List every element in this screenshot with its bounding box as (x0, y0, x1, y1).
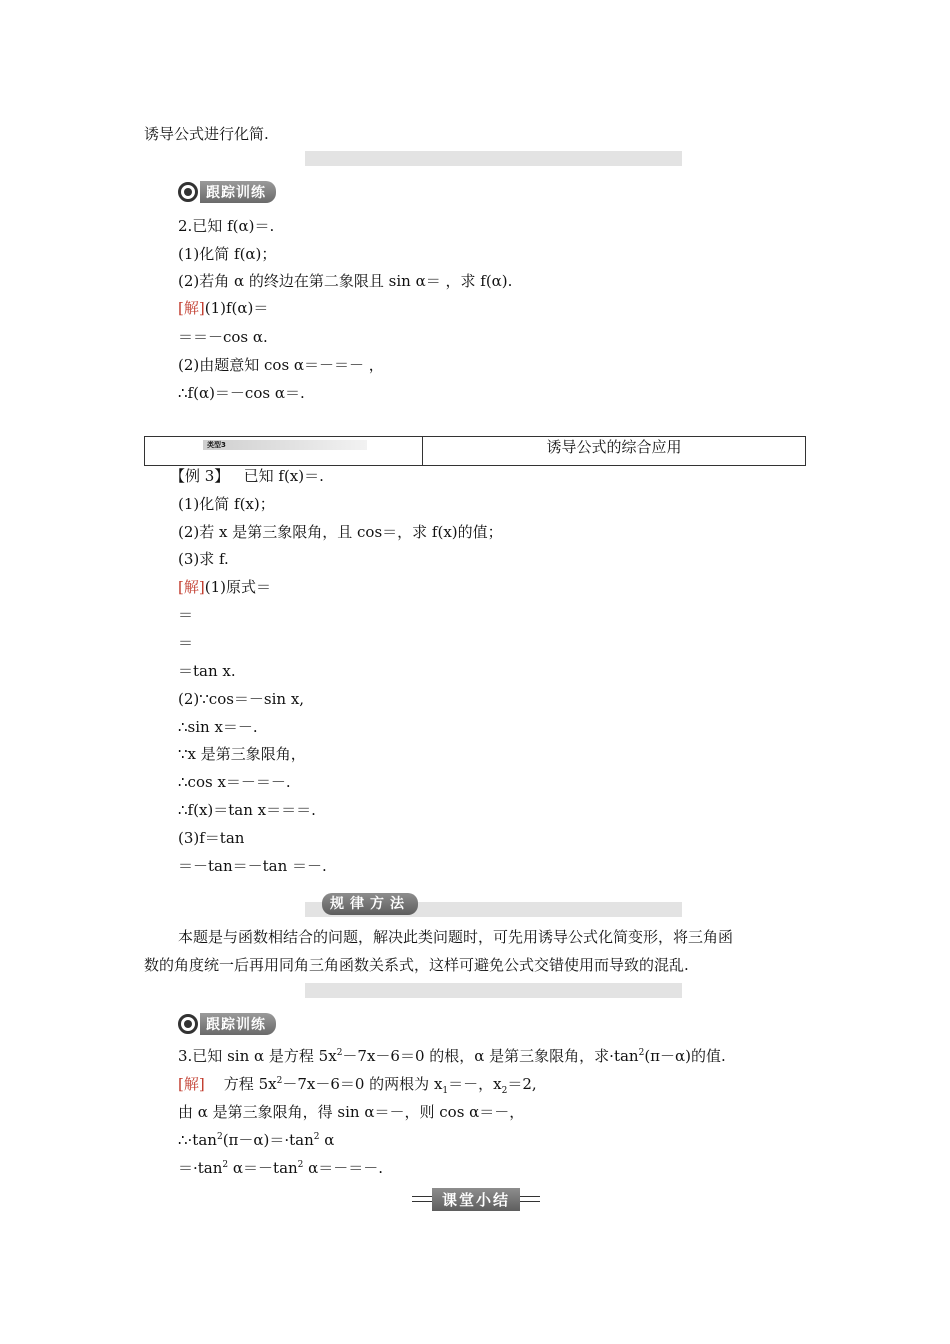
solution-tag: [解] (178, 1075, 205, 1093)
target-icon (178, 182, 198, 202)
problem3-solution-line1: [解] 方程 $5x^2-7x-6=0$ 的两根为 $x_1=-$，$x_2=2$, (178, 1075, 537, 1096)
problem2-solution-line3: (2)由题意知 cos α＝－＝－ ， (178, 356, 384, 374)
type3-title: 诱导公式的综合应用 (546, 438, 682, 456)
track-training-badge: 跟踪训练 (178, 1013, 276, 1035)
problem3-solution-line3: $\therefore\cdot\tan^2(\pi-\alpha)=\cdot\tan^2$ α (178, 1131, 335, 1149)
example3-solution-line6: ∴sin x＝－. (178, 718, 258, 736)
example3-stem: 【例 3】 已知 f(x)＝. (170, 467, 324, 485)
divider-bar (305, 151, 682, 166)
example3-solution-line5: (2)∵cos＝－sin x, (178, 690, 305, 708)
example3-solution-line8: ∴cos x＝－＝－. (178, 773, 291, 791)
example3-solution-line3: ＝ (178, 634, 194, 652)
problem3-stem: 3.已知 sin α 是方程 $5x^2-7x-6=0$ 的根，α 是第三象限角，求$\cdot\tan^2(\pi-\alpha)$的值. (178, 1047, 726, 1065)
type3-tag: 类型3 (203, 440, 367, 450)
example3-solution-line11: ＝－tan＝－tan ＝－. (178, 857, 327, 875)
method-badge: 规律方法 (322, 893, 418, 915)
target-icon (178, 1014, 198, 1034)
example3-q3: (3)求 f. (178, 550, 229, 568)
type3-header (144, 436, 806, 466)
example3-solution-line2: ＝ (178, 606, 194, 624)
continuation-line: 诱导公式进行化简. (144, 125, 269, 143)
solution-tag: [解] (178, 299, 205, 317)
example3-solution-line9: ∴f(x)＝tan x＝＝＝. (178, 801, 316, 819)
class-summary-heading: 课堂小结 (412, 1187, 540, 1211)
example3-solution-line10: (3)f＝tan (178, 829, 245, 847)
problem2-solution-line4: ∴f(α)＝－cos α＝. (178, 384, 305, 402)
method-text-line2: 数的角度统一后再用同角三角函数关系式，这样可避免公式交错使用而导致的混乱. (144, 956, 689, 974)
problem2-q1: (1)化简 f(α)； (178, 245, 277, 263)
track-training-badge: 跟踪训练 (178, 181, 276, 203)
problem2-solution-line1: [解](1)f(α)＝ (178, 299, 269, 317)
solution-tag: [解] (178, 578, 205, 596)
divider-bar (305, 983, 682, 998)
problem2-solution-line2: ＝＝－cos α. (178, 328, 268, 346)
example3-solution-line7: ∵x 是第三象限角， (178, 745, 306, 763)
problem2-stem: 2.已知 f(α)＝. (178, 217, 275, 235)
problem3-solution-line2: 由 α 是第三象限角，得 sin α＝－，则 cos α＝－， (178, 1103, 525, 1121)
problem3-solution-line4: $=\cdot\tan^2$ $\alpha=-\tan^2$ α＝－＝－. (178, 1159, 384, 1177)
example3-q2: (2)若 x 是第三象限角，且 cos＝，求 f(x)的值； (178, 523, 503, 541)
example3-solution-line1: [解](1)原式＝ (178, 578, 271, 596)
example3-solution-line4: ＝tan x. (178, 662, 236, 680)
method-text-line1: 本题是与函数相结合的问题，解决此类问题时，可先用诱导公式化简变形，将三角函 (178, 928, 734, 946)
problem2-q2: (2)若角 α 的终边在第二象限且 sin α＝ ，求 f(α). (178, 272, 513, 290)
example3-q1: (1)化简 f(x)； (178, 495, 275, 513)
